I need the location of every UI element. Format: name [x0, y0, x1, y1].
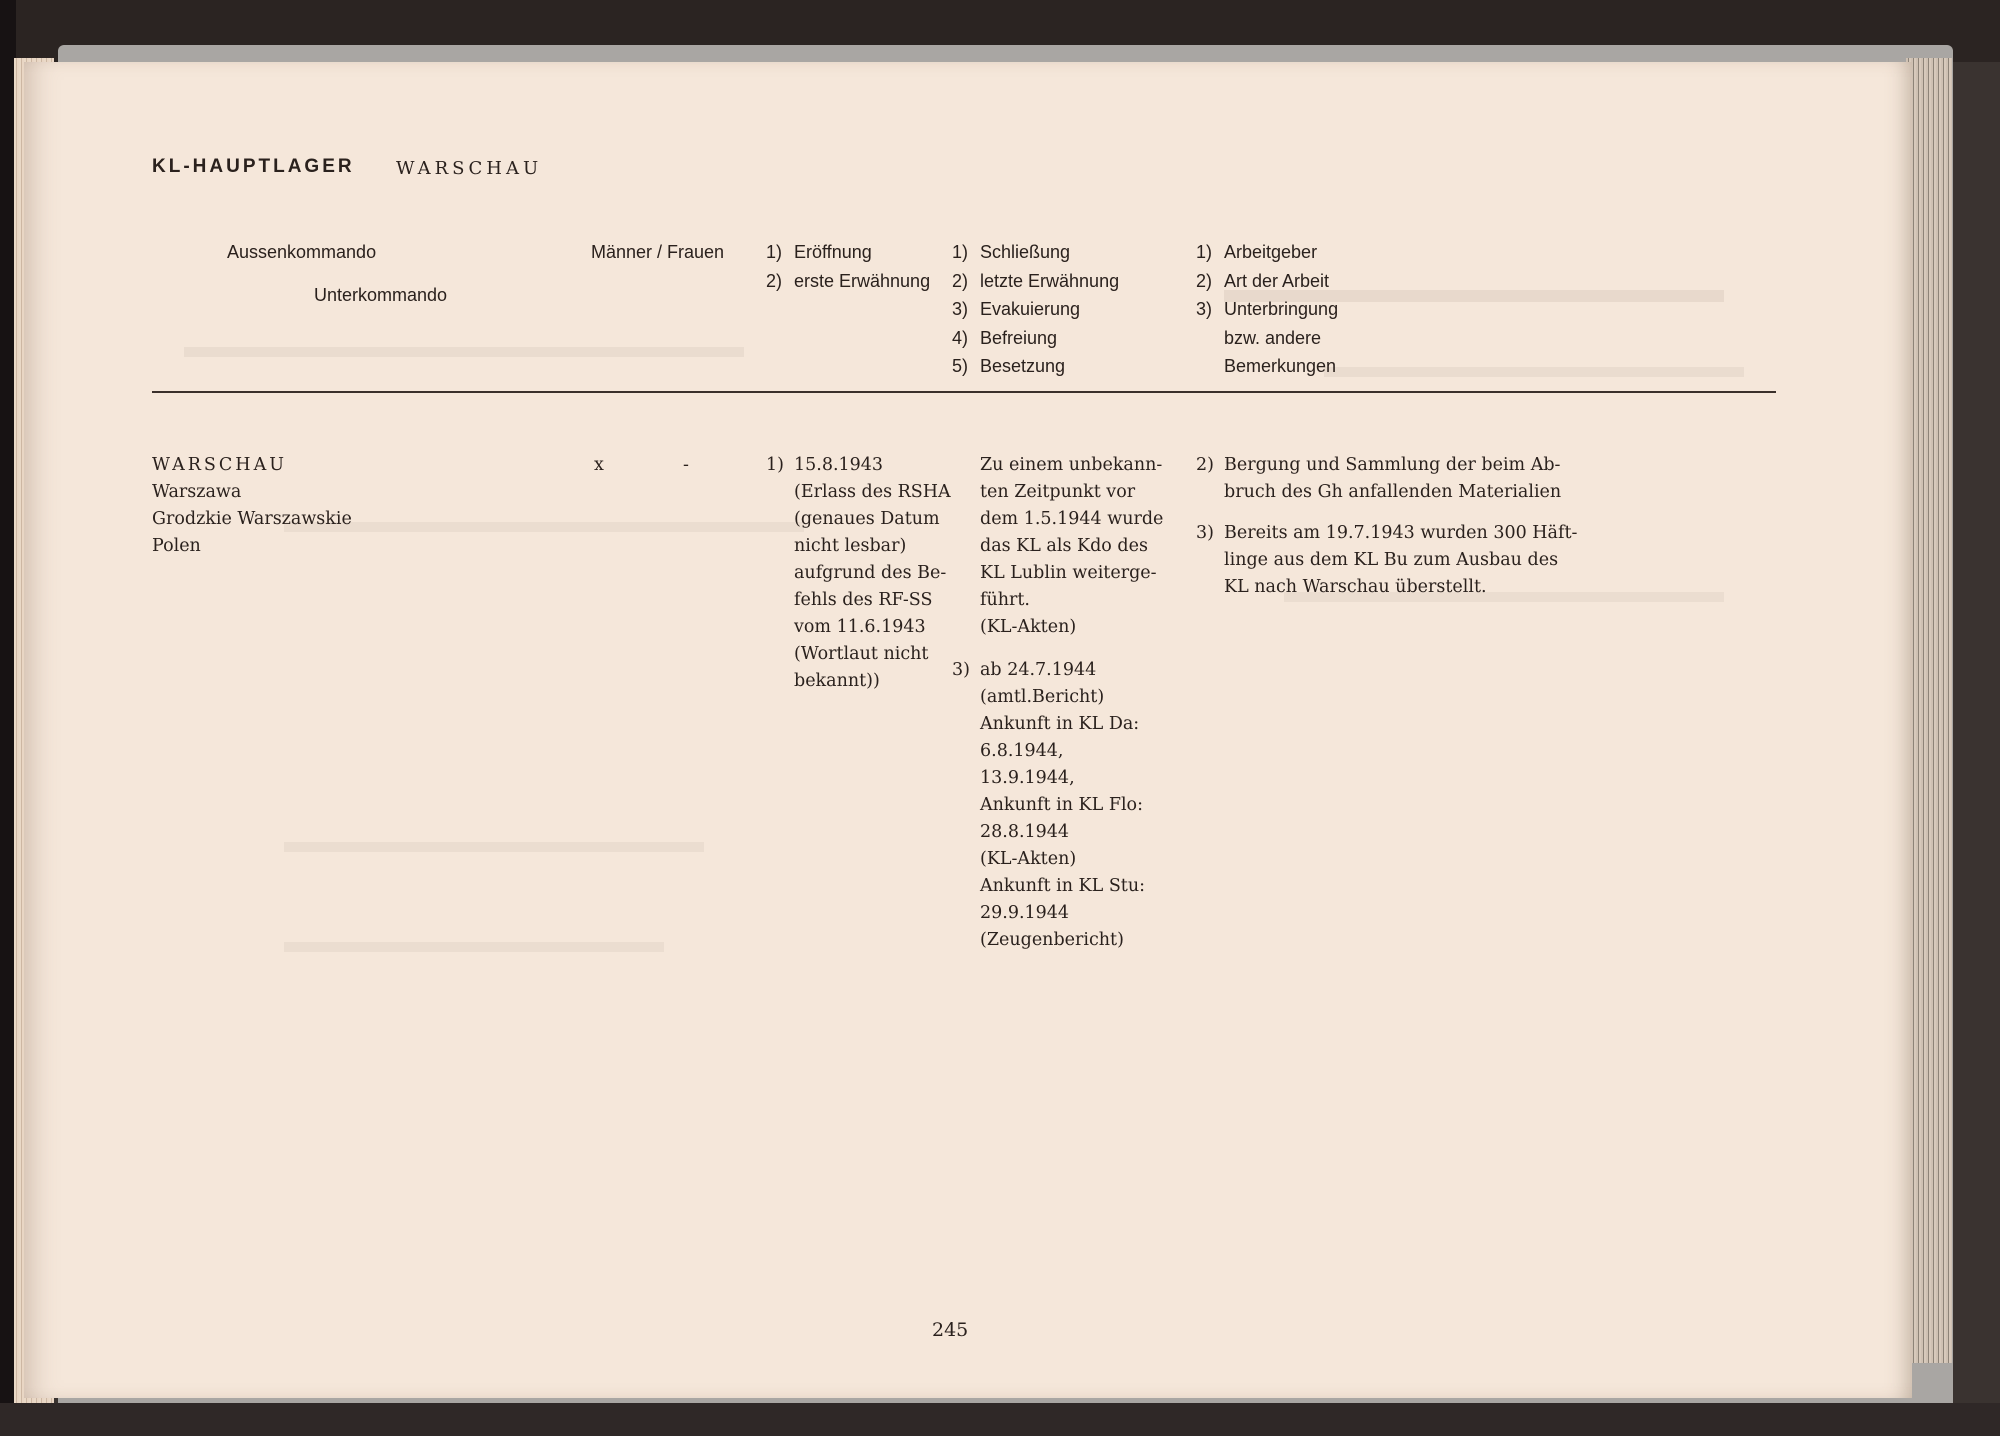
bleed-through	[1324, 367, 1744, 377]
bleed-through	[284, 842, 704, 852]
entry-remark-3: 3) Bereits am 19.7.1943 wurden 300 Häft- linge aus dem KL Bu zum Ausbau des KL nach Warschau überstellt.	[1196, 520, 1577, 601]
bleed-through	[284, 942, 664, 952]
col-header-item: 3) Unterbringung	[1196, 299, 1339, 319]
item-number: 3)	[952, 660, 970, 680]
entry-evakuierung: 3) ab 24.7.1944 (amtl.Bericht) Ankunft in KL Da: 6.8.1944, 13.9.1944, Ankunft in KL Flo: 28.8.1944 (KL-Akten) Ankunft in KL Stu: 29.9.1944 (Zeugenbericht)	[952, 657, 1145, 954]
entry-frauen: -	[683, 455, 689, 475]
entry-name: WARSCHAU	[152, 455, 287, 475]
col-header-maenner-frauen: Männer / Frauen	[591, 242, 725, 262]
entry-schliessung: Zu einem unbekann- ten Zeitpunkt vor dem 1.5.1944 wurde das KL als Kdo des KL Lublin weiterge- führt. (KL-Akten)	[980, 455, 1164, 637]
entry-maenner: x	[594, 455, 604, 475]
col-header-unterkommando: Unterkommando	[314, 285, 448, 305]
entry-location	[152, 452, 352, 560]
entry-eroeffnung: 1) 15.8.1943 (Erlass des RSHA (genaues Datum nicht lesbar) aufgrund des Be- fehls des RF-SS vom 11.6.1943 (Wortlaut nicht bekannt))	[766, 452, 951, 695]
item-number: 3)	[1196, 523, 1214, 543]
col-header-item: 1) Eröffnung	[766, 242, 872, 262]
page-edges-right	[1906, 58, 1952, 1363]
book-binding-bottom	[0, 1403, 2000, 1436]
item-number: 2)	[1196, 455, 1214, 475]
bleed-through	[184, 347, 744, 357]
col-header-item: bzw. andere	[1224, 327, 1322, 348]
page-number: 245	[932, 1319, 969, 1341]
col-header-item: 2) Art der Arbeit	[1196, 270, 1330, 291]
page-subtitle: WARSCHAU	[396, 158, 543, 179]
col-header-eroeffnung	[766, 238, 930, 295]
col-header-item: 1) Schließung	[952, 242, 1071, 262]
col-header-item: 3) Evakuierung	[952, 299, 1081, 319]
col-header-schliessung	[952, 238, 1119, 381]
col-header-item: 1) Arbeitgeber	[1196, 242, 1318, 262]
location-line: Warszawa	[152, 482, 242, 502]
col-header-arbeitgeber	[1196, 238, 1338, 381]
col-header-item: Bemerkungen	[1224, 356, 1337, 376]
bleed-through	[284, 522, 804, 532]
location-line: Polen	[152, 536, 201, 556]
col-header-item: 5) Besetzung	[952, 356, 1066, 376]
header-rule	[152, 391, 1776, 393]
book-page	[24, 62, 1912, 1398]
item-number: 1)	[766, 455, 784, 475]
col-header-aussenkommando: Aussenkommando	[227, 242, 377, 262]
col-header-item: 4) Befreiung	[952, 327, 1058, 348]
col-header-item: 2) erste Erwähnung	[766, 270, 931, 291]
page-title: KL-HAUPTLAGER	[152, 156, 355, 177]
entry-remark-2: 2) Bergung und Sammlung der beim Ab- bruch des Gh anfallenden Materialien	[1196, 452, 1561, 506]
col-header-item: 2) letzte Erwähnung	[952, 270, 1120, 291]
location-line: Grodzkie Warszawskie	[152, 509, 352, 529]
